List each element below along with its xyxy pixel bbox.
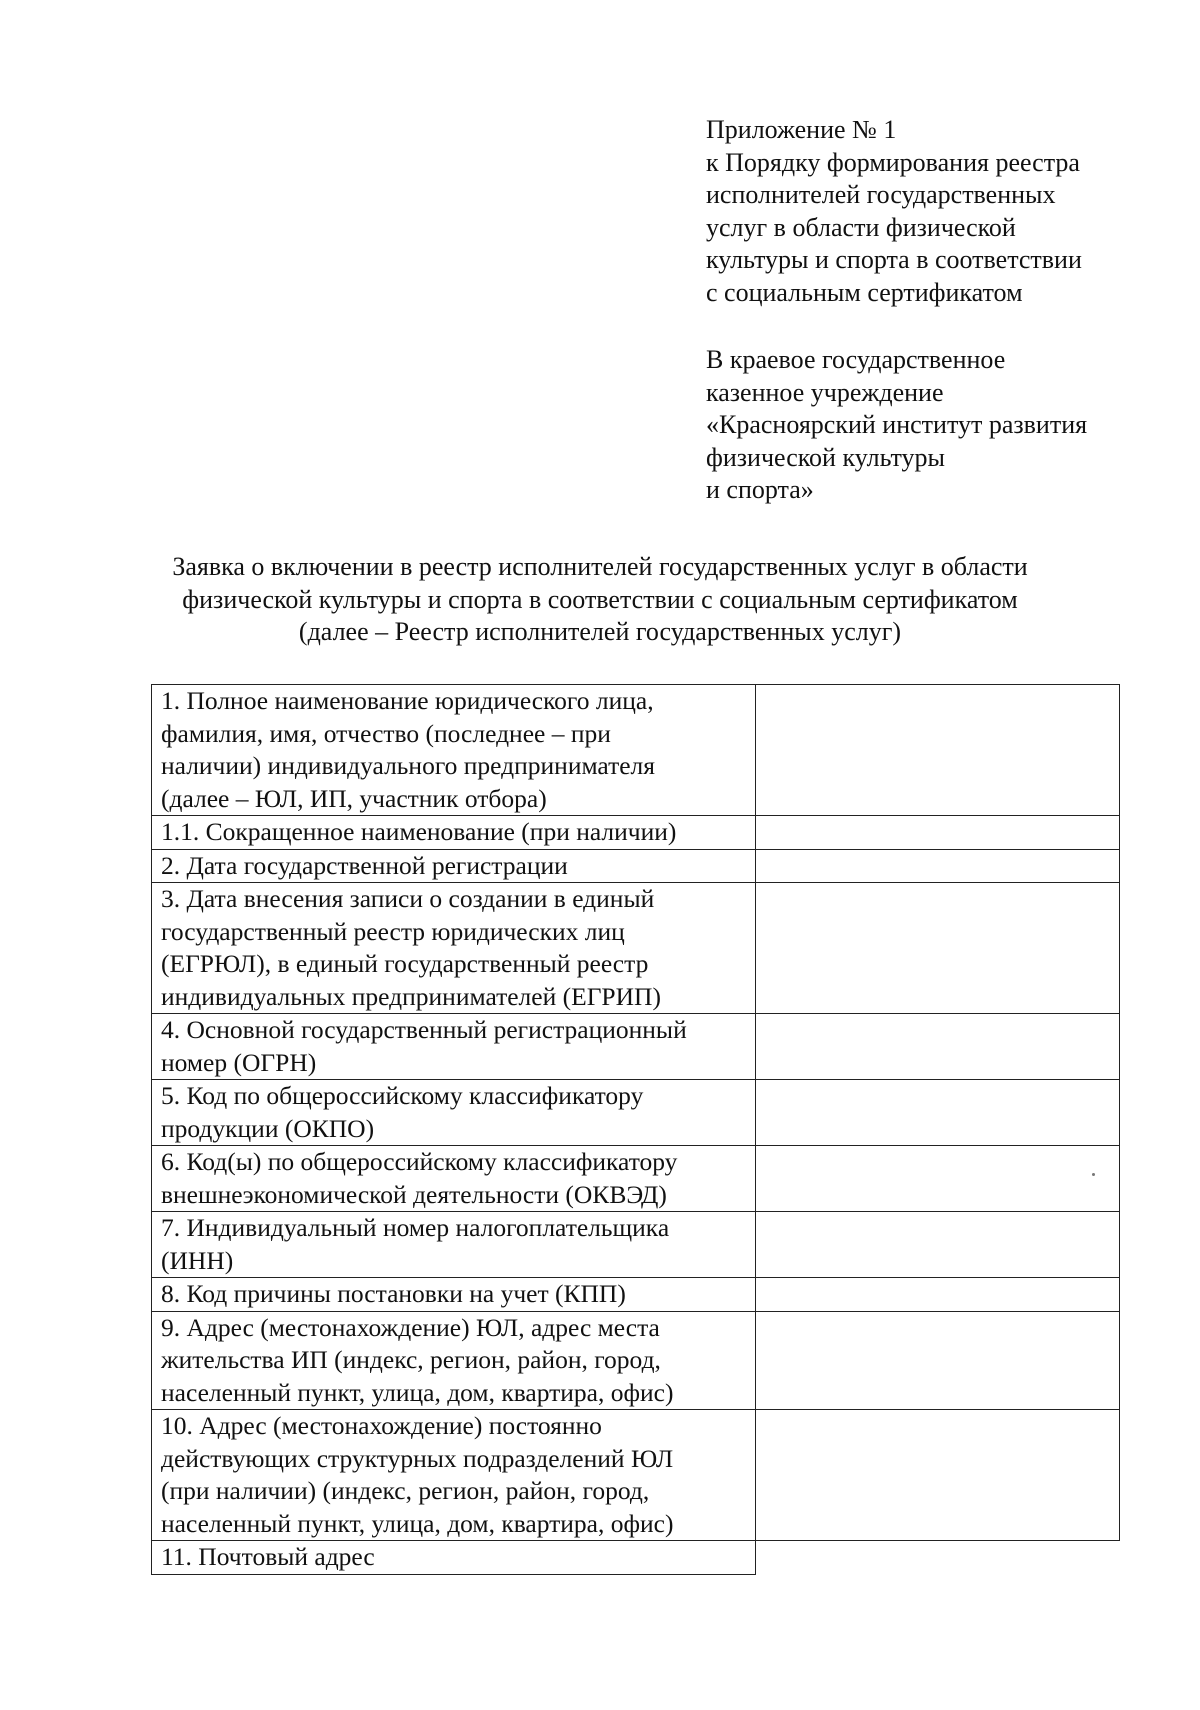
form-row	[152, 1014, 1120, 1080]
form-field-label-line: (при наличии) (индекс, регион, район, город,	[161, 1476, 650, 1505]
form-field-value-cell[interactable]	[756, 685, 1120, 816]
form-field-label-line: 3. Дата внесения записи о создании в единый	[161, 884, 655, 913]
annex-line: услуг в области физической	[706, 212, 1016, 242]
form-field-label	[152, 816, 756, 850]
form-field-label-line: (ЕГРЮЛ), в единый государственный реестр	[161, 949, 649, 978]
form-row	[152, 1278, 1120, 1312]
form-row	[152, 1080, 1120, 1146]
form-row	[152, 685, 1120, 816]
form-field-label	[152, 1278, 756, 1312]
form-row	[152, 1212, 1120, 1278]
form-field-label	[152, 1146, 756, 1212]
form-row	[152, 1146, 1120, 1212]
form-row	[152, 1410, 1120, 1541]
annex-line: культуры и спорта в соответствии	[706, 245, 1082, 274]
form-field-value-cell[interactable]	[756, 1278, 1120, 1312]
form-field-label-line: индивидуальных предпринимателей (ЕГРИП)	[161, 981, 661, 1011]
title-line: Заявка о включении в реестр исполнителей государственных услуг в области	[172, 552, 1028, 581]
form-field-label-line: номер (ОГРН)	[161, 1047, 317, 1077]
scan-speck	[1092, 1173, 1095, 1176]
form-field-label-line: 2. Дата государственной регистрации	[161, 850, 568, 880]
form-field-label-line: 10. Адрес (местонахождение) постоянно	[161, 1411, 602, 1440]
form-field-label-line: продукции (ОКПО)	[161, 1113, 375, 1143]
annex-line: к Порядку формирования реестра	[706, 147, 1080, 177]
form-field-label	[152, 1014, 756, 1080]
addressee-block	[706, 344, 1166, 507]
form-field-value-cell[interactable]	[756, 1146, 1120, 1212]
annex-line: с социальным сертификатом	[706, 277, 1023, 307]
form-field-label-line: жительства ИП (индекс, регион, район, город,	[161, 1345, 661, 1374]
form-field-value-cell[interactable]	[756, 1014, 1120, 1080]
form-field-label-line: фамилия, имя, отчество (последнее – при	[161, 718, 611, 748]
form-field-label	[152, 685, 756, 816]
form-field-label-line: 9. Адрес (местонахождение) ЮЛ, адрес места	[161, 1312, 660, 1342]
form-row	[152, 1541, 1120, 1575]
application-form-table	[151, 684, 1120, 1575]
form-field-label-line: 1.1. Сокращенное наименование (при наличии)	[161, 817, 677, 846]
form-field-label-line: действующих структурных подразделений ЮЛ	[161, 1443, 674, 1473]
form-field-label-line: 5. Код по общероссийскому классификатору	[161, 1081, 644, 1110]
form-field-label	[152, 1541, 756, 1575]
form-field-label	[152, 883, 756, 1014]
title-line: (далее – Реестр исполнителей государственных услуг)	[298, 617, 902, 646]
form-field-value-cell[interactable]	[756, 1080, 1120, 1146]
form-row	[152, 883, 1120, 1014]
form-row	[152, 849, 1120, 883]
form-field-label-line: 8. Код причины постановки на учет (КПП)	[161, 1279, 626, 1308]
form-row	[152, 816, 1120, 850]
annex-line: Приложение № 1	[706, 115, 897, 144]
form-field-value-cell[interactable]	[756, 1410, 1120, 1541]
form-field-label	[152, 1080, 756, 1146]
annex-reference	[706, 114, 1146, 309]
form-field-value-cell[interactable]	[756, 1212, 1120, 1278]
form-field-label-line: населенный пункт, улица, дом, квартира, офис)	[161, 1377, 674, 1407]
form-field-label-line: (ИНН)	[161, 1245, 234, 1275]
form-field-label	[152, 1212, 756, 1278]
form-field-value-cell[interactable]	[756, 849, 1120, 883]
addressee-line: и спорта»	[706, 475, 814, 504]
form-field-label-line: 7. Индивидуальный номер налогоплательщика	[161, 1213, 670, 1242]
form-field-value-cell[interactable]	[756, 1311, 1120, 1410]
form-field-label-line: 1. Полное наименование юридического лица,	[161, 686, 654, 715]
form-field-label-line: государственный реестр юридических лиц	[161, 916, 625, 946]
form-field-label-line: 4. Основной государственный регистрационный	[161, 1015, 687, 1044]
annex-line: исполнителей государственных	[706, 180, 1056, 209]
addressee-line: «Красноярский институт развития	[706, 410, 1088, 439]
form-field-label	[152, 849, 756, 883]
form-field-value-cell[interactable]	[756, 1541, 1120, 1575]
addressee-line: казенное учреждение	[706, 377, 944, 407]
form-field-value-cell[interactable]	[756, 883, 1120, 1014]
form-field-label-line: 6. Код(ы) по общероссийскому классификатору	[161, 1147, 678, 1176]
form-field-value-cell[interactable]	[756, 816, 1120, 850]
title-line: физической культуры и спорта в соответствии с социальным сертификатом	[182, 584, 1018, 614]
form-table-body	[152, 685, 1120, 1575]
form-field-label	[152, 1410, 756, 1541]
form-field-label-line: 11. Почтовый адрес	[161, 1542, 375, 1571]
document-title	[0, 551, 1200, 649]
addressee-line: В краевое государственное	[706, 345, 1006, 374]
addressee-line: физической культуры	[706, 442, 945, 472]
form-field-label-line: (далее – ЮЛ, ИП, участник отбора)	[161, 783, 547, 813]
form-field-label-line: населенный пункт, улица, дом, квартира, офис)	[161, 1508, 674, 1538]
form-field-label-line: внешнеэкономической деятельности (ОКВЭД)	[161, 1179, 667, 1209]
form-row	[152, 1311, 1120, 1410]
form-field-label-line: наличии) индивидуального предпринимателя	[161, 751, 656, 780]
form-field-label	[152, 1311, 756, 1410]
